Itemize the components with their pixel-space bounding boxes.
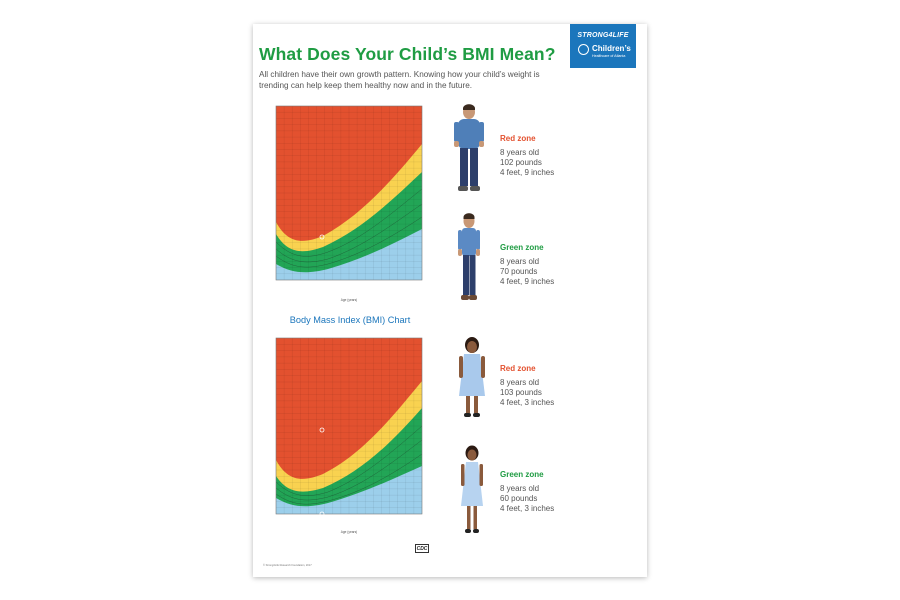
zone-info-red-1: [500, 134, 630, 178]
girl-red-zone-figure: [456, 336, 488, 421]
zone-height: 4 feet, 3 inches: [500, 504, 555, 513]
x-axis-label: Age (years): [340, 530, 358, 534]
zone-name: Green zone: [500, 243, 544, 252]
boy-red-zone-figure: [451, 102, 487, 197]
logo-strong4life-text: STRONG4LIFE: [577, 32, 629, 39]
logo-childrens-text: Children’s: [592, 44, 631, 53]
zone-height: 4 feet, 9 inches: [500, 168, 555, 177]
page-title: What Does Your Child’s BMI Mean?: [259, 44, 556, 64]
copyright-text: © Strong4Life Research Foundation, 2017: [263, 564, 312, 567]
childrens-logo-mark-icon: [578, 44, 589, 55]
intro-text: All children have their own growth pattern. Knowing how your child’s weight is trending can help keep them healthy now and in the future.: [259, 70, 540, 90]
zone-info-red-2: [500, 364, 630, 408]
zone-age: 8 years old: [500, 378, 540, 387]
green-zone-marker: [320, 283, 324, 287]
girl-green-zone-figure: [458, 444, 486, 539]
zone-age: 8 years old: [500, 484, 540, 493]
girls-bmi-chart: [263, 336, 435, 536]
strong4life-logo: [570, 24, 636, 68]
zone-height: 4 feet, 9 inches: [500, 277, 555, 286]
zone-age: 8 years old: [500, 257, 540, 266]
zone-weight: 60 pounds: [500, 494, 538, 503]
chart-section-label: Body Mass Index (BMI) Chart: [289, 315, 411, 325]
zone-name: Green zone: [500, 470, 544, 479]
x-axis-label: Age (years): [340, 298, 358, 302]
zone-weight: 103 pounds: [500, 388, 542, 397]
zone-info-green-2: [500, 470, 630, 514]
boys-bmi-chart: [263, 104, 435, 304]
cdc-logo: CDC: [416, 546, 428, 552]
zone-name: Red zone: [500, 134, 536, 143]
logo-subtitle: Healthcare of Atlanta: [592, 54, 626, 58]
zone-weight: 102 pounds: [500, 158, 542, 167]
zone-name: Red zone: [500, 364, 536, 373]
zone-age: 8 years old: [500, 148, 540, 157]
bmi-poster: [253, 24, 647, 577]
zone-weight: 70 pounds: [500, 267, 538, 276]
boy-green-zone-figure: [454, 211, 484, 306]
zone-info-green-1: [500, 243, 630, 287]
zone-height: 4 feet, 3 inches: [500, 398, 555, 407]
